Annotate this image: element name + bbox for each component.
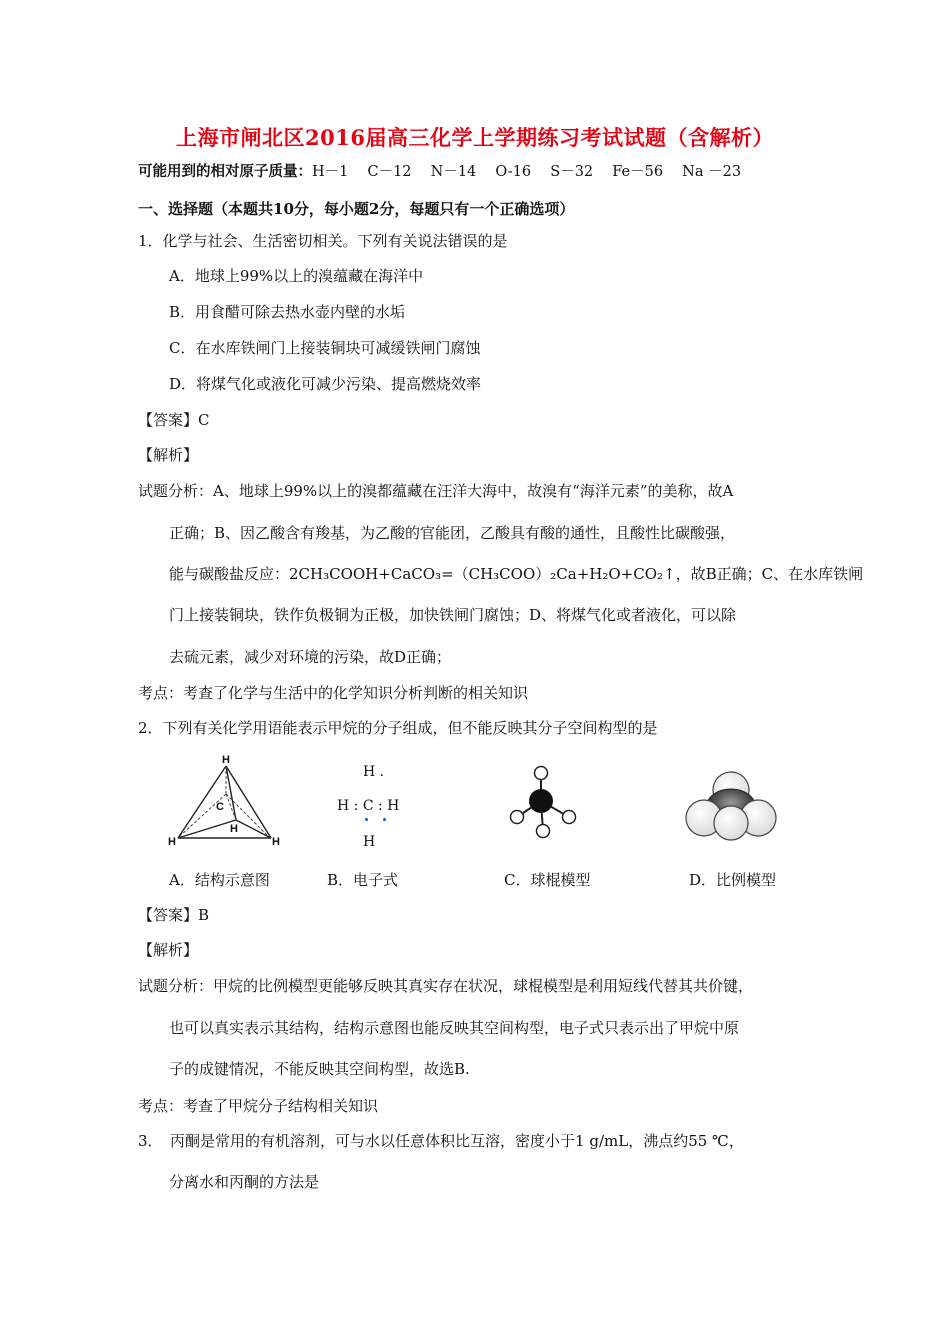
q1-kaodian: 考点：考查了化学与生活中的化学知识分析判断的相关知识 [138, 684, 529, 702]
atomic-masses [138, 160, 741, 181]
ball-and-stick-model [505, 763, 580, 843]
q3-stem-line: 分离水和丙酮的方法是 [169, 1173, 320, 1191]
q2-answer: 【答案】B [138, 906, 210, 924]
q2-analysis-label: 【解析】 [138, 941, 199, 959]
atom-label-h-mid: H [230, 823, 238, 835]
q1-answer: 【答案】C [138, 411, 210, 429]
section-heading: 一、选择题（本题共10分，每小题2分，每题只有一个正确选项） [138, 200, 575, 218]
methane-electron-formula [335, 760, 425, 855]
q1-analysis-label: 【解析】 [138, 446, 199, 464]
electron-dot [365, 818, 368, 821]
space-filling-model [684, 768, 779, 843]
q1-option-c: C．在水库铁闸门上接装铜块可减缓铁闸门腐蚀 [169, 339, 481, 357]
q2-kaodian: 考点：考查了甲烷分子结构相关知识 [138, 1097, 379, 1115]
q1-option-a: A．地球上99%以上的溴蕴藏在海洋中 [169, 267, 424, 285]
q2-analysis-line: 子的成键情况，不能反映其空间构型，故选B. [169, 1060, 470, 1078]
electron-formula-bottom: H [363, 834, 376, 850]
q2-stem: 2．下列有关化学用语能表示甲烷的分子组成，但不能反映其分子空间构型的是 [138, 719, 658, 737]
atom-label-c: C [216, 801, 224, 813]
atom-label-h-left: H [168, 836, 176, 848]
q2-option-b: B．电子式 [327, 871, 399, 889]
electron-dot [383, 818, 386, 821]
q1-stem: 1．化学与社会、生活密切相关。下列有关说法错误的是 [138, 232, 508, 250]
electron-formula-middle: H : C : H [337, 798, 400, 814]
q3-stem-line: 3． 丙酮是常用的有机溶剂，可与水以任意体积比互溶，密度小于1 g/mL，沸点约55 ℃， [138, 1132, 744, 1150]
q2-analysis-line: 也可以真实表示其结构，结构示意图也能反映其空间构型，电子式只表示出了甲烷中原 [169, 1019, 740, 1037]
q2-option-c: C．球棍模型 [504, 871, 591, 889]
q1-analysis-line: 正确；B、因乙酸含有羧基，为乙酸的官能团，乙酸具有酸的通性，且酸性比碳酸强， [169, 524, 736, 542]
atomic-masses-values: H－1 C－12 N－14 O-16 S－32 Fe－56 Na －23 [312, 164, 742, 180]
electron-formula-top: H . [363, 764, 385, 780]
q1-analysis-line: 门上接装铜块，铁作负极铜为正极，加快铁闸门腐蚀；D、将煤气化或者液化，可以除 [169, 606, 737, 624]
methane-structure-diagram [168, 752, 283, 852]
q1-analysis-line: 试题分析：A、地球上99%以上的溴都蕴藏在汪洋大海中，故溴有“海洋元素”的美称，故A [138, 482, 734, 500]
q1-analysis-line: 能与碳酸盐反应：2CH₃COOH+CaCO₃=（CH₃COO）₂Ca+H₂O+CO₂↑，故B正确；C、在水库铁闸 [169, 565, 864, 583]
atom-label-h-top: H [222, 754, 230, 766]
q2-analysis-line: 试题分析：甲烷的比例模型更能够反映其真实存在状况，球棍模型是利用短线代替其共价键， [138, 977, 754, 995]
q2-option-d: D．比例模型 [689, 871, 777, 889]
q2-option-a: A．结构示意图 [169, 871, 270, 889]
atom-label-h-right: H [272, 836, 280, 848]
page-title: 上海市闸北区2016届高三化学上学期练习考试试题（含解析） [176, 125, 774, 150]
q1-option-b: B．用食醋可除去热水壶内壁的水垢 [169, 303, 406, 321]
q1-analysis-line: 去硫元素，减少对环境的污染，故D正确； [169, 648, 452, 666]
q1-option-d: D．将煤气化或液化可减少污染、提高燃烧效率 [169, 375, 482, 393]
atomic-masses-label: 可能用到的相对原子质量： [138, 163, 312, 180]
